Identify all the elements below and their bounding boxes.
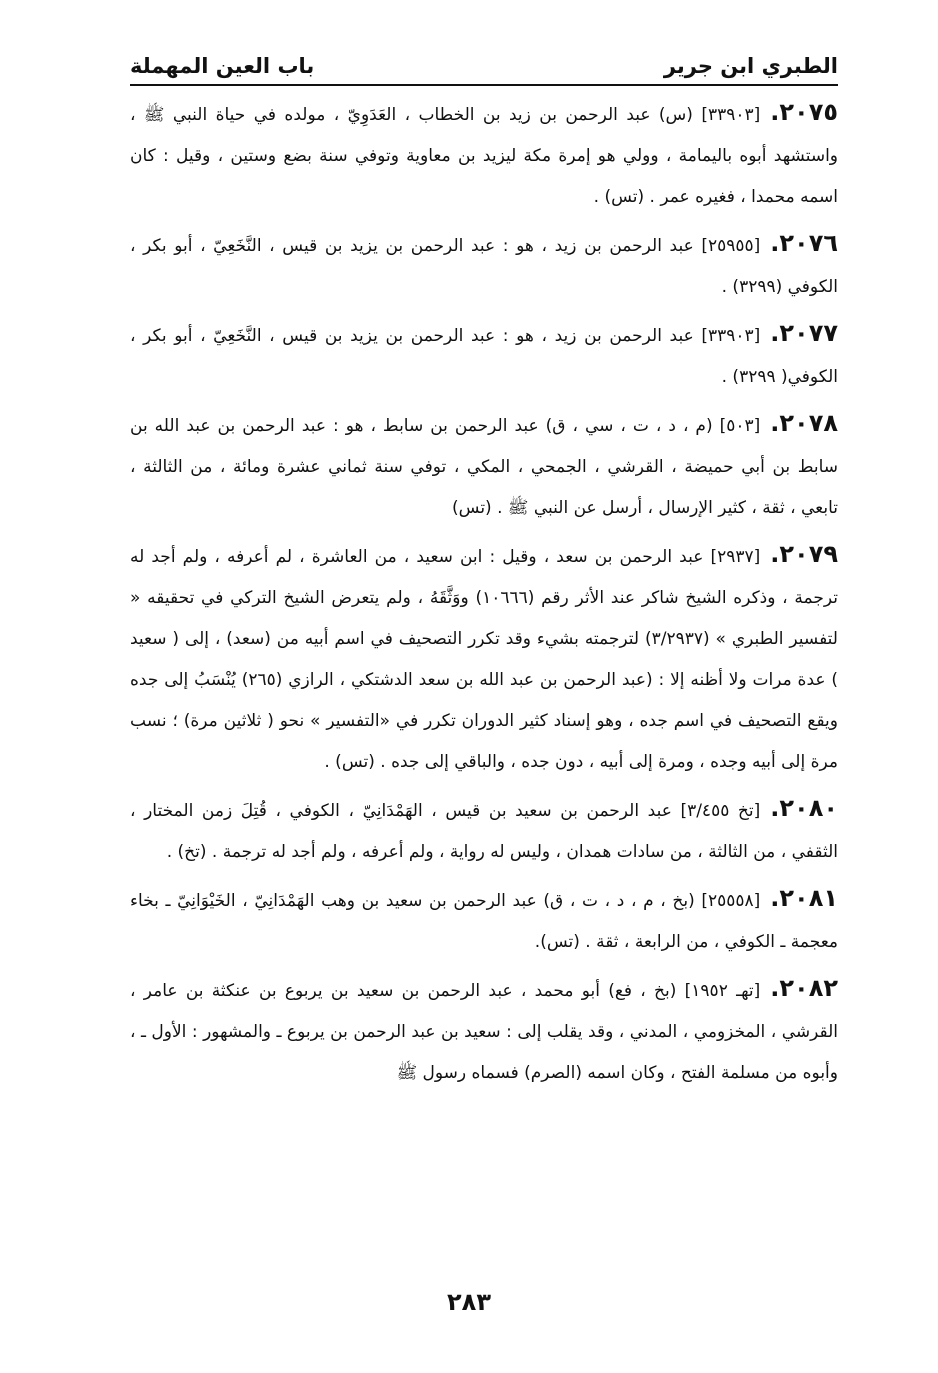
header-chapter-title: باب العين المهملة <box>130 54 315 78</box>
entry-text: [٢٥٩٥٥] عبد الرحمن بن زيد ، هو : عبد الرحمن بن يزيد بن قيس ، النَّخَعِيّ ، أبو بكر ، الكوفي (٣٢٩٩) . <box>130 236 838 297</box>
entry-number: ٢٠٧٧. <box>770 319 838 347</box>
header-book-title: الطبري ابن جرير <box>663 54 838 78</box>
entries-list <box>130 92 838 1094</box>
entry-number: ٢٠٧٨. <box>770 409 838 437</box>
header-rule <box>130 84 838 86</box>
entry-2078 <box>130 403 838 529</box>
entry-2076 <box>130 223 838 308</box>
entry-2080 <box>130 788 838 873</box>
entry-2079 <box>130 534 838 783</box>
entry-text: [٣٣٩٠٣] عبد الرحمن بن زيد ، هو : عبد الرحمن بن يزيد بن قيس ، النَّخَعِيّ ، أبو بكر ، الكوفي( ٣٢٩٩) . <box>130 326 838 387</box>
entry-number: ٢٠٨٠. <box>770 794 838 822</box>
entry-2077 <box>130 313 838 398</box>
entry-number: ٢٠٨١. <box>770 884 838 912</box>
entry-number: ٢٠٧٥. <box>770 98 838 126</box>
page-number: ٢٨٣ <box>447 1288 491 1316</box>
entry-text: [تهـ ١٩٥٢] (بخ ، فع) أبو محمد ، عبد الرحمن بن سعيد بن يربوع بن عنكثة بن عامر ، القرشي ، المخزومي ، المدني ، وقد يقلب إلى : سعيد بن عبد الرحمن بن يربوع ـ والمشهور : الأول ـ ، وأبوه من مسلمة الفتح ، وكان اسمه (الصرم) فسماه رسول ﷺ <box>130 981 838 1083</box>
entry-text: [٥٠٣] (م ، د ، ت ، سي ، ق) عبد الرحمن بن سابط ، هو : عبد الرحمن بن عبد الله بن سابط بن أبي حميضة ، القرشي ، الجمحي ، المكي ، توفي سنة ثماني عشرة ومائة ، من الثالثة ، تابعي ، ثقة ، كثير الإرسال ، أرسل عن النبي ﷺ . (تس) <box>130 416 838 518</box>
entry-number: ٢٠٧٩. <box>770 540 838 568</box>
entry-text: [٢٥٥٥٨] (بخ ، م ، د ، ت ، ق) عبد الرحمن بن سعيد بن وهب الهَمْدَانِيّ ، الخَيْوَانِيّ ـ بخاء معجمة ـ الكوفي ، من الرابعة ، ثقة . (تس). <box>130 891 838 952</box>
entry-2075 <box>130 92 838 218</box>
running-header <box>130 38 838 78</box>
entry-text: [تخ ٣/٤٥٥] عبد الرحمن بن سعيد بن قيس ، الهَمْدَانِيّ ، الكوفي ، قُتِلَ زمن المختار ، الثقفي ، من الثالثة ، من سادات همدان ، وليس له رواية ، ولم أعرفه ، ولم أجد له ترجمة . (تخ) . <box>130 801 838 862</box>
entry-number: ٢٠٨٢. <box>770 974 838 1002</box>
entry-2082 <box>130 968 838 1094</box>
entry-text: [٢٩٣٧] عبد الرحمن بن سعد ، وقيل : ابن سعيد ، من العاشرة ، لم أعرفه ، ولم أجد له ترجمة ، وذكره الشيخ شاكر عند الأثر رقم (١٠٦٦٦) ووَثَّقَهُ ، ولم يتعرض الشيخ التركي في تحقيقه « لتفسير الطبري » (٣/٢٩٣٧) لترجمته بشيء وقد تكرر التصحيف في اسم أبيه من (سعد) ، إلى ( سعيد ) عدة مرات ولا أظنه إلا : (عبد الرحمن بن عبد الله بن سعد الدشتكي ، الرازي (٢٦٥) يُنْسَبُ إلى جده ويقع التصحيف في اسم جده ، وهو إسناد كثير الدوران تكرر في «التفسير » نحو ( ثلاثين مرة) ؛ نسب مرة إلى أبيه وجده ، ومرة إلى أبيه ، دون جده ، والباقي إلى جده . (تس) . <box>130 547 839 772</box>
entry-text: [٣٣٩٠٣] (س) عبد الرحمن بن زيد بن الخطاب ، العَدَوِيّ ، مولده في حياة النبي ﷺ ، واستشهد أبوه باليمامة ، وولي هو إمرة مكة ليزيد بن معاوية وتوفي سنة بضع وستين ، وقيل : كان اسمه محمدا ، فغيره عمر . (تس) . <box>130 105 838 207</box>
entry-2081 <box>130 878 838 963</box>
entry-number: ٢٠٧٦. <box>770 229 838 257</box>
